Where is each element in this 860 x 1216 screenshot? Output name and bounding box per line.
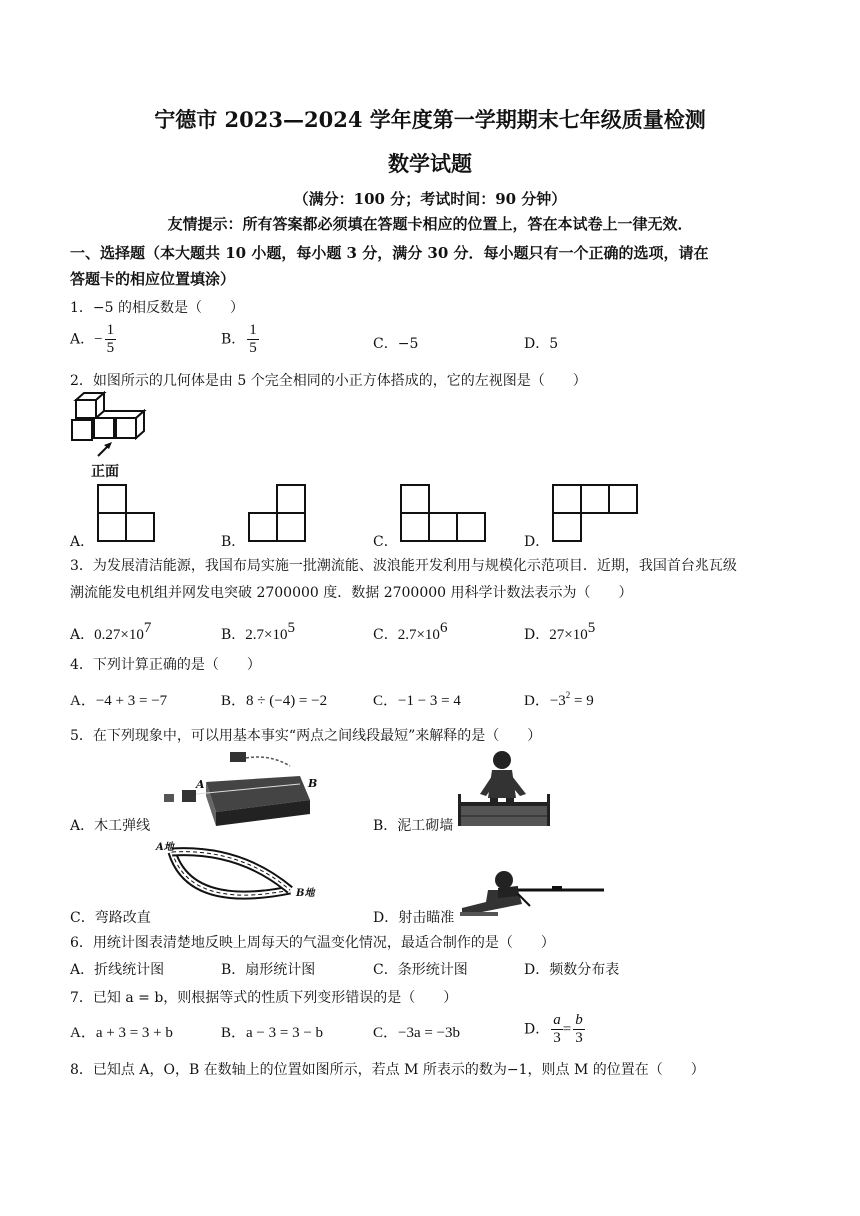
question-1-stem: 1．−5 的相反数是（ ） [70,300,244,316]
q1-option-b: B． $\frac{1}{5}$ [221,322,257,356]
q1-option-d: D．5 [524,336,559,352]
q7-option-c: C．−3a = −3b [373,1025,461,1041]
q7-option-b: B．a − 3 = 3 − b [221,1025,324,1041]
q3-option-a: A．$0.27\times 10^7$ [70,620,152,643]
q4-option-a: A．−4 + 3 = −7 [70,693,168,709]
question-2-stem: 2．如图所示的几何体是由 5 个完全相同的小正方体搭成的，它的左视图是（ ） [70,373,587,389]
section-heading-cont: 答题卡的相应位置填涂） [70,270,236,288]
q2-option-b: B． [221,534,246,550]
shooter-image [458,868,608,920]
question-7-stem: 7．已知 a = b，则根据等式的性质下列变形错误的是（ ） [70,990,458,1006]
place-a-label: A地 [156,842,174,853]
q2-option-a: A． [70,534,95,550]
curved-road-image [160,840,320,920]
exam-tip: 友情提示：所有答案都必须填在答题卡相应的位置上，答在本试卷上一律无效． [167,215,693,233]
point-a-label: A [196,778,205,791]
q2-option-c: C． [373,534,398,550]
front-view-label: 正面 [91,464,119,480]
q2-option-a-figure [97,484,157,544]
solid-figure [68,392,158,452]
bricklayer-image [454,748,554,830]
q1-option-c: C．−5 [373,336,419,352]
q7-option-a: A．a + 3 = 3 + b [70,1025,173,1041]
q2-option-b-figure [248,484,308,544]
q6-option-d: D．频数分布表 [524,962,620,978]
question-4-stem: 4．下列计算正确的是（ ） [70,657,261,673]
question-8-stem: 8．已知点 A，O，B 在数轴上的位置如图所示，若点 M 所表示的数为−1，则点 M 的位置在（ ） [70,1062,705,1078]
q4-option-c: C．−1 − 3 = 4 [373,693,461,709]
place-b-label: B地 [296,888,315,899]
q5-option-a: A．木工弹线 [70,818,151,834]
q6-option-c: C．条形统计图 [373,962,468,978]
exam-subject: 数学试题 [388,151,472,176]
q3-option-c: C．$2.7\times 10^6$ [373,620,448,643]
question-3-stem-cont: 潮流能发电机组并网发电突破 2700000 度．数据 2700000 用科学计数法表示为（ ） [70,585,633,601]
q4-option-d: D．$-3^2 = 9$ [524,690,594,709]
exam-title: 宁德市 2023—2024 学年度第一学期期末七年级质量检测 [154,107,706,132]
exam-meta: （满分：100 分；考试时间：90 分钟） [293,190,567,208]
q3-option-b: B．$2.7\times 10^5$ [221,620,296,643]
q7-option-d: D． $\frac{a}{3}$ = $\frac{b}{3}$ [524,1012,583,1046]
q2-option-d-figure [552,484,642,544]
q6-option-b: B．扇形统计图 [221,962,316,978]
q1-option-a: A．− $\frac{1}{5}$ [70,322,115,356]
q5-option-c: C．弯路改直 [70,910,151,926]
q4-option-b: B．8 ÷ (−4) = −2 [221,693,328,709]
point-b-label: B [308,777,318,790]
carpenter-line-image [160,752,320,832]
q2-option-d: D． [524,534,550,550]
question-6-stem: 6．用统计图表清楚地反映上周每天的气温变化情况，最适合制作的是（ ） [70,935,555,951]
q2-option-c-figure [400,484,490,544]
question-5-stem: 5．在下列现象中，可以用基本事实“两点之间线段最短”来解释的是（ ） [70,728,542,744]
q6-option-a: A．折线统计图 [70,962,165,978]
section-heading: 一、选择题（本大题共 10 小题，每小题 3 分，满分 30 分．每小题只有一个正确的选项，请在 [70,244,709,262]
q5-option-b: B．泥工砌墙 [373,818,454,834]
question-3-stem: 3．为发展清洁能源，我国布局实施一批潮流能、波浪能开发利用与规模化示范项目．近期，我国首台兆瓦级 [70,558,737,574]
q3-option-d: D．$27\times 10^5$ [524,620,596,643]
q5-option-d: D．射击瞄准 [373,910,455,926]
